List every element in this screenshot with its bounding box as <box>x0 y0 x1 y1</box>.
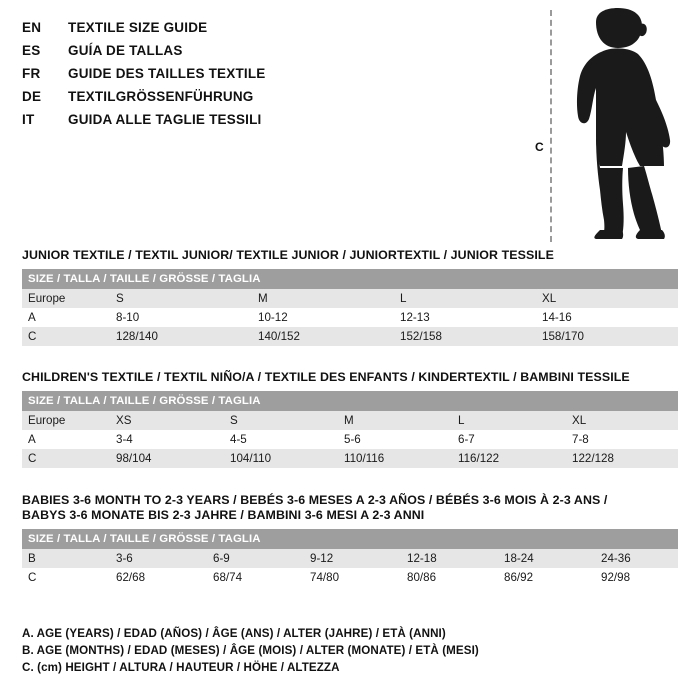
language-title-it: GUIDA ALLE TAGLIE TESSILI <box>68 112 262 127</box>
language-code-it: IT <box>22 112 35 127</box>
cell: XL <box>536 289 678 308</box>
table-row <box>22 449 678 468</box>
cell: 110/116 <box>338 449 452 468</box>
cell: 152/158 <box>394 327 536 346</box>
table-children <box>22 391 678 468</box>
cell: L <box>452 411 566 430</box>
cell: L <box>394 289 536 308</box>
cell: 7-8 <box>566 430 678 449</box>
cell: 86/92 <box>498 568 595 587</box>
legend-line-a: A. AGE (YEARS) / EDAD (AÑOS) / ÂGE (ANS) / ALTER (JAHRE) / ETÀ (ANNI) <box>22 627 446 640</box>
legend-line-c: C. (cm) HEIGHT / ALTURA / HAUTEUR / HÖHE / ALTEZZA <box>22 661 340 674</box>
language-row <box>22 20 492 39</box>
cell: 140/152 <box>252 327 394 346</box>
language-row <box>22 43 492 62</box>
cell: 3-6 <box>110 549 207 568</box>
table-header-row <box>22 269 678 289</box>
cell: 5-6 <box>338 430 452 449</box>
cell: 158/170 <box>536 327 678 346</box>
table-header-cell: SIZE / TALLA / TAILLE / GRÖSSE / TAGLIA <box>22 269 678 289</box>
cell: 8-10 <box>110 308 252 327</box>
cell: 24-36 <box>595 549 678 568</box>
cell: 116/122 <box>452 449 566 468</box>
row-label: C <box>22 327 110 346</box>
child-silhouette-icon <box>560 8 680 240</box>
cell: 62/68 <box>110 568 207 587</box>
table-header-cell: SIZE / TALLA / TAILLE / GRÖSSE / TAGLIA <box>22 529 678 549</box>
section-title-children: CHILDREN'S TEXTILE / TEXTIL NIÑO/A / TEXTILE DES ENFANTS / KINDERTEXTIL / BAMBINI TESSILE <box>22 370 630 384</box>
cell: XS <box>110 411 224 430</box>
section-childrens-textile <box>22 370 678 468</box>
cell: S <box>224 411 338 430</box>
language-title-es: GUÍA DE TALLAS <box>68 43 183 58</box>
table-row <box>22 327 678 346</box>
row-label: A <box>22 308 110 327</box>
table-header-cell: SIZE / TALLA / TAILLE / GRÖSSE / TAGLIA <box>22 391 678 411</box>
cell: 122/128 <box>566 449 678 468</box>
cell: 6-9 <box>207 549 304 568</box>
table-header-row <box>22 529 678 549</box>
legend <box>22 625 678 676</box>
section-title-babies-line2: BABYS 3-6 MONATE BIS 2-3 JAHRE / BAMBINI 3-6 MESI A 2-3 ANNI <box>22 508 425 522</box>
cell: 92/98 <box>595 568 678 587</box>
section-title-babies <box>22 493 678 523</box>
language-code-en: EN <box>22 20 42 35</box>
cell: 12-13 <box>394 308 536 327</box>
cell: 10-12 <box>252 308 394 327</box>
table-row <box>22 289 678 308</box>
cell: S <box>110 289 252 308</box>
row-label: B <box>22 549 110 568</box>
cell: 9-12 <box>304 549 401 568</box>
table-row <box>22 568 678 587</box>
language-title-de: TEXTILGRÖSSENFÜHRUNG <box>68 89 254 104</box>
cell: 4-5 <box>224 430 338 449</box>
cell: 12-18 <box>401 549 498 568</box>
table-header-row <box>22 391 678 411</box>
table-row <box>22 549 678 568</box>
height-measure-label: C <box>535 140 544 154</box>
cell: M <box>252 289 394 308</box>
cell: 98/104 <box>110 449 224 468</box>
section-babies-textile <box>22 493 678 587</box>
language-title-list <box>22 20 492 135</box>
cell: M <box>338 411 452 430</box>
table-row <box>22 411 678 430</box>
language-title-fr: GUIDE DES TAILLES TEXTILE <box>68 66 266 81</box>
language-row <box>22 89 492 108</box>
row-label: C <box>22 449 110 468</box>
language-title-en: TEXTILE SIZE GUIDE <box>68 20 208 35</box>
cell: 74/80 <box>304 568 401 587</box>
section-title-junior: JUNIOR TEXTILE / TEXTIL JUNIOR/ TEXTILE JUNIOR / JUNIORTEXTIL / JUNIOR TESSILE <box>22 248 554 262</box>
cell: 6-7 <box>452 430 566 449</box>
cell: 18-24 <box>498 549 595 568</box>
legend-line-b: B. AGE (MONTHS) / EDAD (MESES) / ÂGE (MOIS) / ALTER (MONATE) / ETÀ (MESI) <box>22 644 479 657</box>
height-dashed-line <box>550 10 552 242</box>
row-label: Europe <box>22 289 110 308</box>
cell: 104/110 <box>224 449 338 468</box>
row-label: A <box>22 430 110 449</box>
language-code-fr: FR <box>22 66 41 81</box>
cell: 14-16 <box>536 308 678 327</box>
language-code-de: DE <box>22 89 42 104</box>
section-junior-textile <box>22 248 678 346</box>
table-junior <box>22 269 678 346</box>
table-row <box>22 308 678 327</box>
section-title-babies-line1: BABIES 3-6 MONTH TO 2-3 YEARS / BEBÉS 3-6 MESES A 2-3 AÑOS / BÉBÉS 3-6 MOIS À 2-3 ANS / <box>22 493 608 507</box>
cell: XL <box>566 411 678 430</box>
language-row <box>22 112 492 131</box>
row-label: Europe <box>22 411 110 430</box>
language-code-es: ES <box>22 43 41 58</box>
cell: 68/74 <box>207 568 304 587</box>
cell: 3-4 <box>110 430 224 449</box>
language-row <box>22 66 492 85</box>
table-babies <box>22 529 678 587</box>
row-label: C <box>22 568 110 587</box>
cell: 80/86 <box>401 568 498 587</box>
height-figure <box>508 6 688 246</box>
cell: 128/140 <box>110 327 252 346</box>
table-row <box>22 430 678 449</box>
